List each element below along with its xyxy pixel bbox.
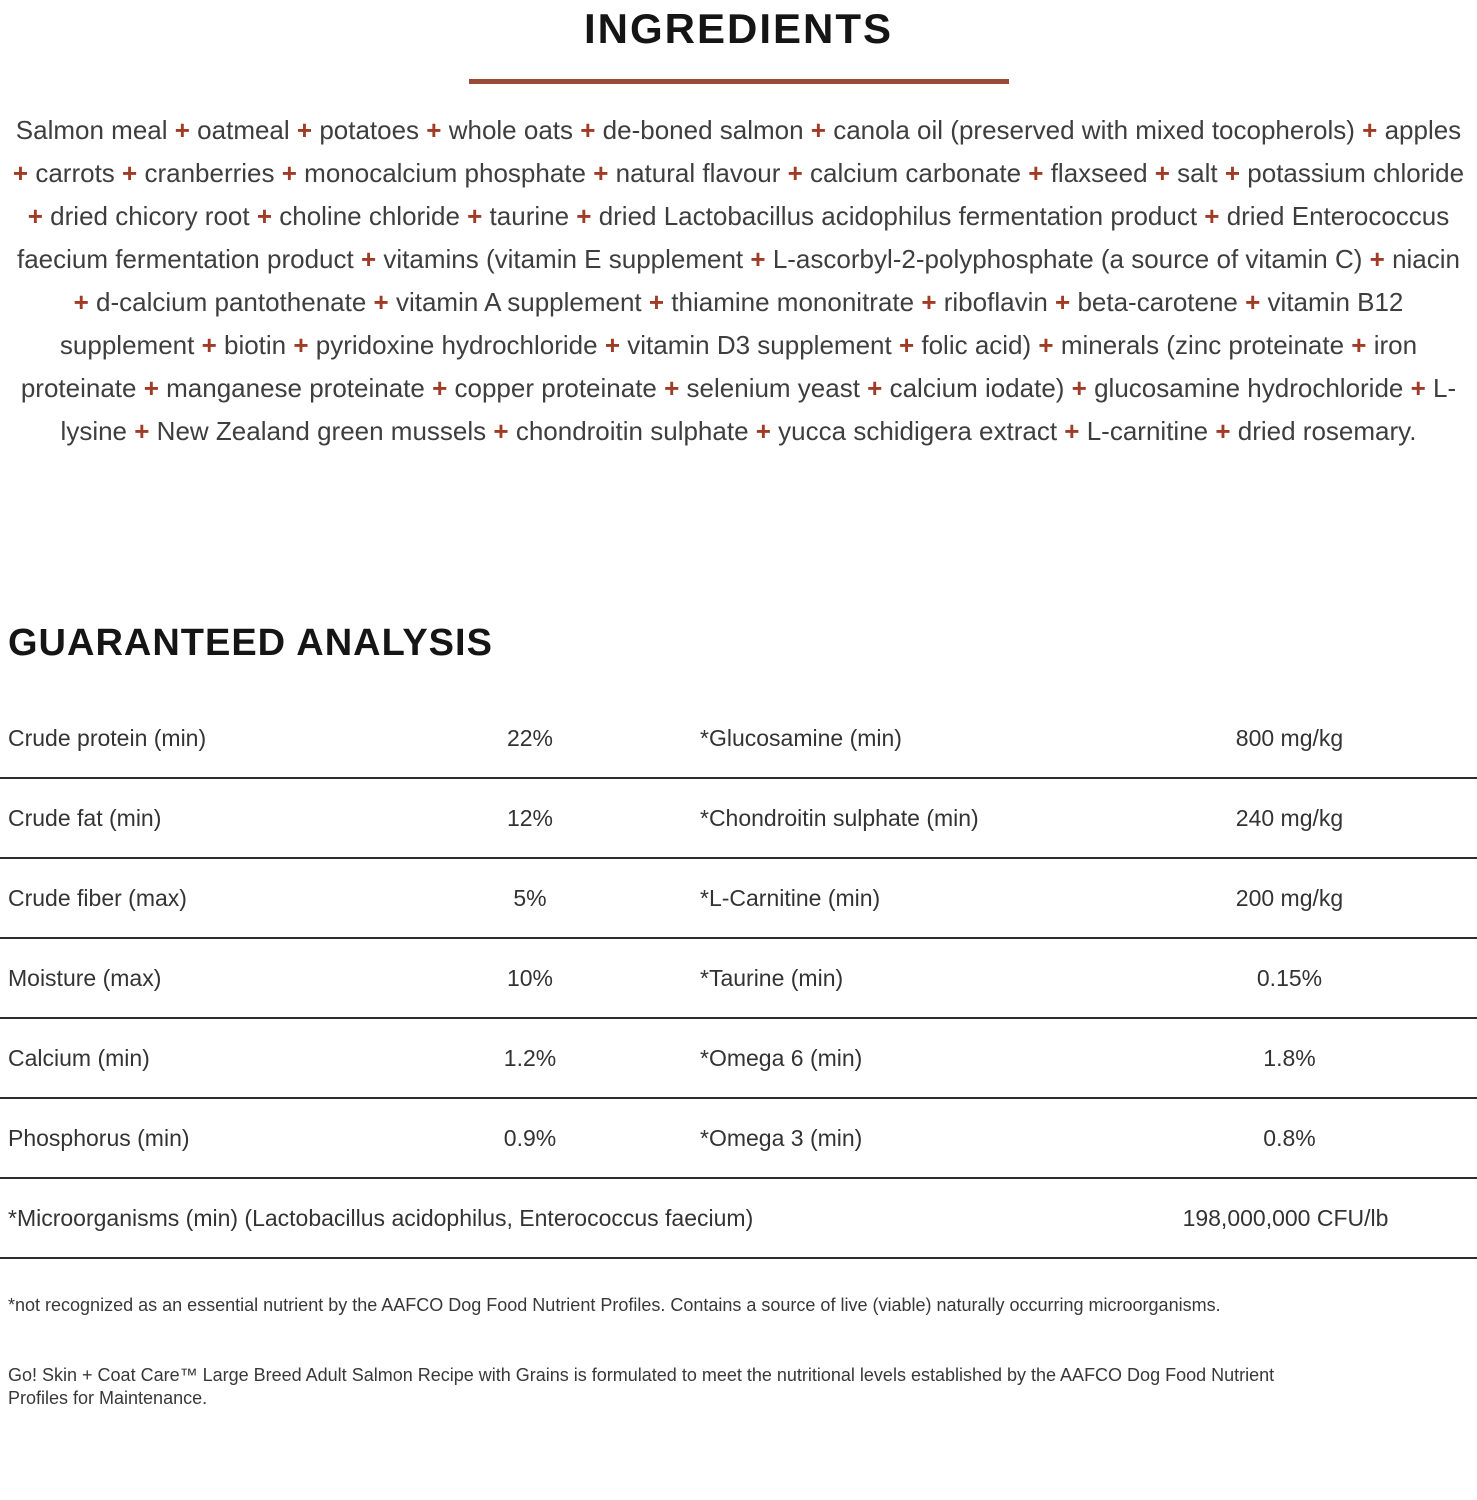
- ingredients-list: [9, 109, 1469, 453]
- analysis-rows: [0, 699, 1477, 1179]
- analysis-value: 22%: [506, 724, 554, 751]
- plus-separator: +: [1021, 158, 1051, 188]
- analysis-label: *Glucosamine (min): [700, 724, 902, 751]
- title-underline-rule: [469, 79, 1009, 84]
- plus-separator: +: [1064, 373, 1095, 403]
- plus-separator: +: [194, 330, 224, 360]
- plus-separator: +: [1362, 244, 1393, 274]
- analysis-row: [0, 939, 1477, 1019]
- plus-separator: +: [914, 287, 944, 317]
- analysis-label: *Taurine (min): [700, 964, 844, 991]
- plus-separator: +: [424, 373, 455, 403]
- ingredient-item: L-lysine: [60, 373, 1457, 446]
- plus-separator: +: [167, 115, 198, 145]
- plus-separator: +: [27, 201, 51, 231]
- ingredient-item: folic acid): [921, 330, 1032, 360]
- plus-separator: +: [1237, 287, 1268, 317]
- ingredient-item: dried chicory root: [50, 201, 250, 231]
- plus-separator: +: [1197, 201, 1227, 231]
- analysis-value: 0.15%: [1256, 964, 1323, 991]
- ingredient-item: calcium carbonate: [810, 158, 1022, 188]
- ingredient-item: potatoes: [319, 115, 420, 145]
- ingredient-item: yucca schidigera extract: [778, 416, 1058, 446]
- analysis-label: Crude fiber (max): [8, 884, 187, 911]
- plus-separator: +: [743, 244, 773, 274]
- analysis-label: *Omega 6 (min): [700, 1044, 863, 1071]
- analysis-label: *Microorganisms (min) (Lactobacillus acidophilus, Enterococcus faecium): [8, 1204, 754, 1231]
- plus-separator: +: [459, 201, 490, 231]
- analysis-value: 1.2%: [503, 1044, 557, 1071]
- plus-separator: +: [73, 287, 97, 317]
- plus-separator: +: [1354, 115, 1385, 145]
- ingredients-title: INGREDIENTS: [583, 5, 894, 52]
- ingredient-item: L-ascorbyl-2-polyphosphate (a source of vitamin C): [772, 244, 1363, 274]
- analysis-label: Moisture (max): [8, 964, 162, 991]
- plus-separator: +: [1057, 416, 1087, 446]
- analysis-row: [0, 859, 1477, 939]
- ingredient-item: copper proteinate: [454, 373, 657, 403]
- analysis-row: [0, 699, 1477, 779]
- plus-separator: +: [656, 373, 687, 403]
- plus-separator: +: [748, 416, 779, 446]
- analysis-label: *Chondroitin sulphate (min): [700, 804, 979, 831]
- ingredient-item: chondroitin sulphate: [515, 416, 749, 446]
- plus-separator: +: [586, 158, 616, 188]
- analysis-value: 10%: [506, 964, 554, 991]
- ingredient-item: vitamin D3 supplement: [627, 330, 892, 360]
- ingredient-item: iron proteinate: [20, 330, 1418, 403]
- ingredient-item: niacin: [1392, 244, 1460, 274]
- analysis-value: 5%: [513, 884, 547, 911]
- ingredient-item: natural flavour: [615, 158, 781, 188]
- analysis-label: Phosphorus (min): [8, 1124, 190, 1151]
- ingredient-item: biotin: [223, 330, 287, 360]
- analysis-value: 0.8%: [1263, 1124, 1316, 1151]
- ingredient-item: taurine: [489, 201, 570, 231]
- plus-separator: +: [641, 287, 672, 317]
- plus-separator: +: [274, 158, 305, 188]
- ingredient-item: L-carnitine: [1086, 416, 1209, 446]
- analysis-row: [0, 779, 1477, 859]
- plus-separator: +: [859, 373, 890, 403]
- plus-separator: +: [1344, 330, 1374, 360]
- plus-separator: +: [1031, 330, 1061, 360]
- ingredient-item: monocalcium phosphate: [304, 158, 586, 188]
- ingredient-item: beta-carotene: [1077, 287, 1238, 317]
- analysis-label: *L-Carnitine (min): [700, 884, 881, 911]
- analysis-label: *Omega 3 (min): [700, 1124, 863, 1151]
- analysis-value: 200 mg/kg: [1235, 884, 1344, 911]
- aafco-footnote: *not recognized as an essential nutrient by the AAFCO Dog Food Nutrient Profiles. Contains a source of live (viable) naturally occurring microorganisms.: [8, 1295, 1221, 1315]
- plus-separator: +: [573, 115, 603, 145]
- ingredient-item: pyridoxine hydrochloride: [315, 330, 598, 360]
- plus-separator: +: [1217, 158, 1248, 188]
- ingredient-item: de-boned salmon: [602, 115, 804, 145]
- plus-separator: +: [891, 330, 922, 360]
- plus-separator: +: [1147, 158, 1178, 188]
- analysis-value: 240 mg/kg: [1235, 804, 1344, 831]
- ingredient-item: potassium chloride: [1247, 158, 1465, 188]
- ingredient-item: riboflavin: [943, 287, 1048, 317]
- analysis-value: 12%: [506, 804, 554, 831]
- plus-separator: +: [12, 158, 36, 188]
- ingredient-item: dried rosemary.: [1237, 416, 1417, 446]
- analysis-value: 800 mg/kg: [1235, 724, 1344, 751]
- plus-separator: +: [136, 373, 167, 403]
- ingredient-item: dried Lactobacillus acidophilus fermentation product: [598, 201, 1198, 231]
- formulation-note: Go! Skin + Coat Care™ Large Breed Adult Salmon Recipe with Grains is formulated to meet the nutritional levels established by the AAFCO Dog Food Nutrient Profiles for Maintenance.: [8, 1365, 1275, 1408]
- plus-separator: +: [1208, 416, 1238, 446]
- analysis-row: [0, 1099, 1477, 1179]
- ingredient-item: whole oats: [448, 115, 574, 145]
- analysis-value: 198,000,000 CFU/lb: [1182, 1204, 1389, 1231]
- plus-separator: +: [1047, 287, 1078, 317]
- ingredient-item: glucosamine hydrochloride: [1094, 373, 1404, 403]
- plus-separator: +: [419, 115, 449, 145]
- plus-separator: +: [1403, 373, 1434, 403]
- ingredient-item: dried Enterococcus faecium fermentation product: [16, 201, 1450, 274]
- analysis-row: [0, 1019, 1477, 1099]
- guaranteed-analysis-table: [0, 699, 1477, 1259]
- ingredient-item: vitamin B12 supplement: [59, 287, 1404, 360]
- ingredient-item: minerals (zinc proteinate: [1060, 330, 1345, 360]
- plus-separator: +: [249, 201, 280, 231]
- analysis-label: Crude protein (min): [8, 724, 207, 751]
- ingredient-item: apples: [1384, 115, 1462, 145]
- plus-separator: +: [486, 416, 516, 446]
- ingredient-item: salt: [1177, 158, 1218, 188]
- ingredient-item: vitamin A supplement: [395, 287, 642, 317]
- plus-separator: +: [353, 244, 384, 274]
- ingredient-item: New Zealand green mussels: [156, 416, 487, 446]
- analysis-label: Crude fat (min): [8, 804, 162, 831]
- ingredient-item: choline chloride: [279, 201, 460, 231]
- plus-separator: +: [569, 201, 599, 231]
- ingredient-item: vitamins (vitamin E supplement: [383, 244, 744, 274]
- plus-separator: +: [127, 416, 157, 446]
- ingredient-item: Salmon meal: [15, 115, 168, 145]
- ingredient-item: thiamine mononitrate: [671, 287, 915, 317]
- plus-separator: +: [803, 115, 834, 145]
- ingredient-item: cranberries: [144, 158, 275, 188]
- ingredient-item: calcium iodate): [889, 373, 1065, 403]
- analysis-value: 1.8%: [1263, 1044, 1316, 1071]
- plus-separator: +: [366, 287, 396, 317]
- analysis-row-microorganisms: [0, 1179, 1477, 1259]
- ingredient-item: d-calcium pantothenate: [96, 287, 367, 317]
- ingredient-item: selenium yeast: [686, 373, 860, 403]
- plus-separator: +: [597, 330, 628, 360]
- guaranteed-analysis-heading: GUARANTEED ANALYSIS: [8, 622, 493, 664]
- plus-separator: +: [780, 158, 811, 188]
- plus-separator: +: [289, 115, 320, 145]
- plus-separator: +: [286, 330, 316, 360]
- analysis-value: 0.9%: [503, 1124, 557, 1151]
- ingredient-item: oatmeal: [197, 115, 290, 145]
- ingredient-item: canola oil (preserved with mixed tocopherols): [833, 115, 1355, 145]
- ingredient-item: manganese proteinate: [166, 373, 425, 403]
- plus-separator: +: [114, 158, 145, 188]
- ingredient-item: carrots: [35, 158, 115, 188]
- analysis-label: Calcium (min): [8, 1044, 150, 1071]
- ingredient-item: flaxseed: [1050, 158, 1148, 188]
